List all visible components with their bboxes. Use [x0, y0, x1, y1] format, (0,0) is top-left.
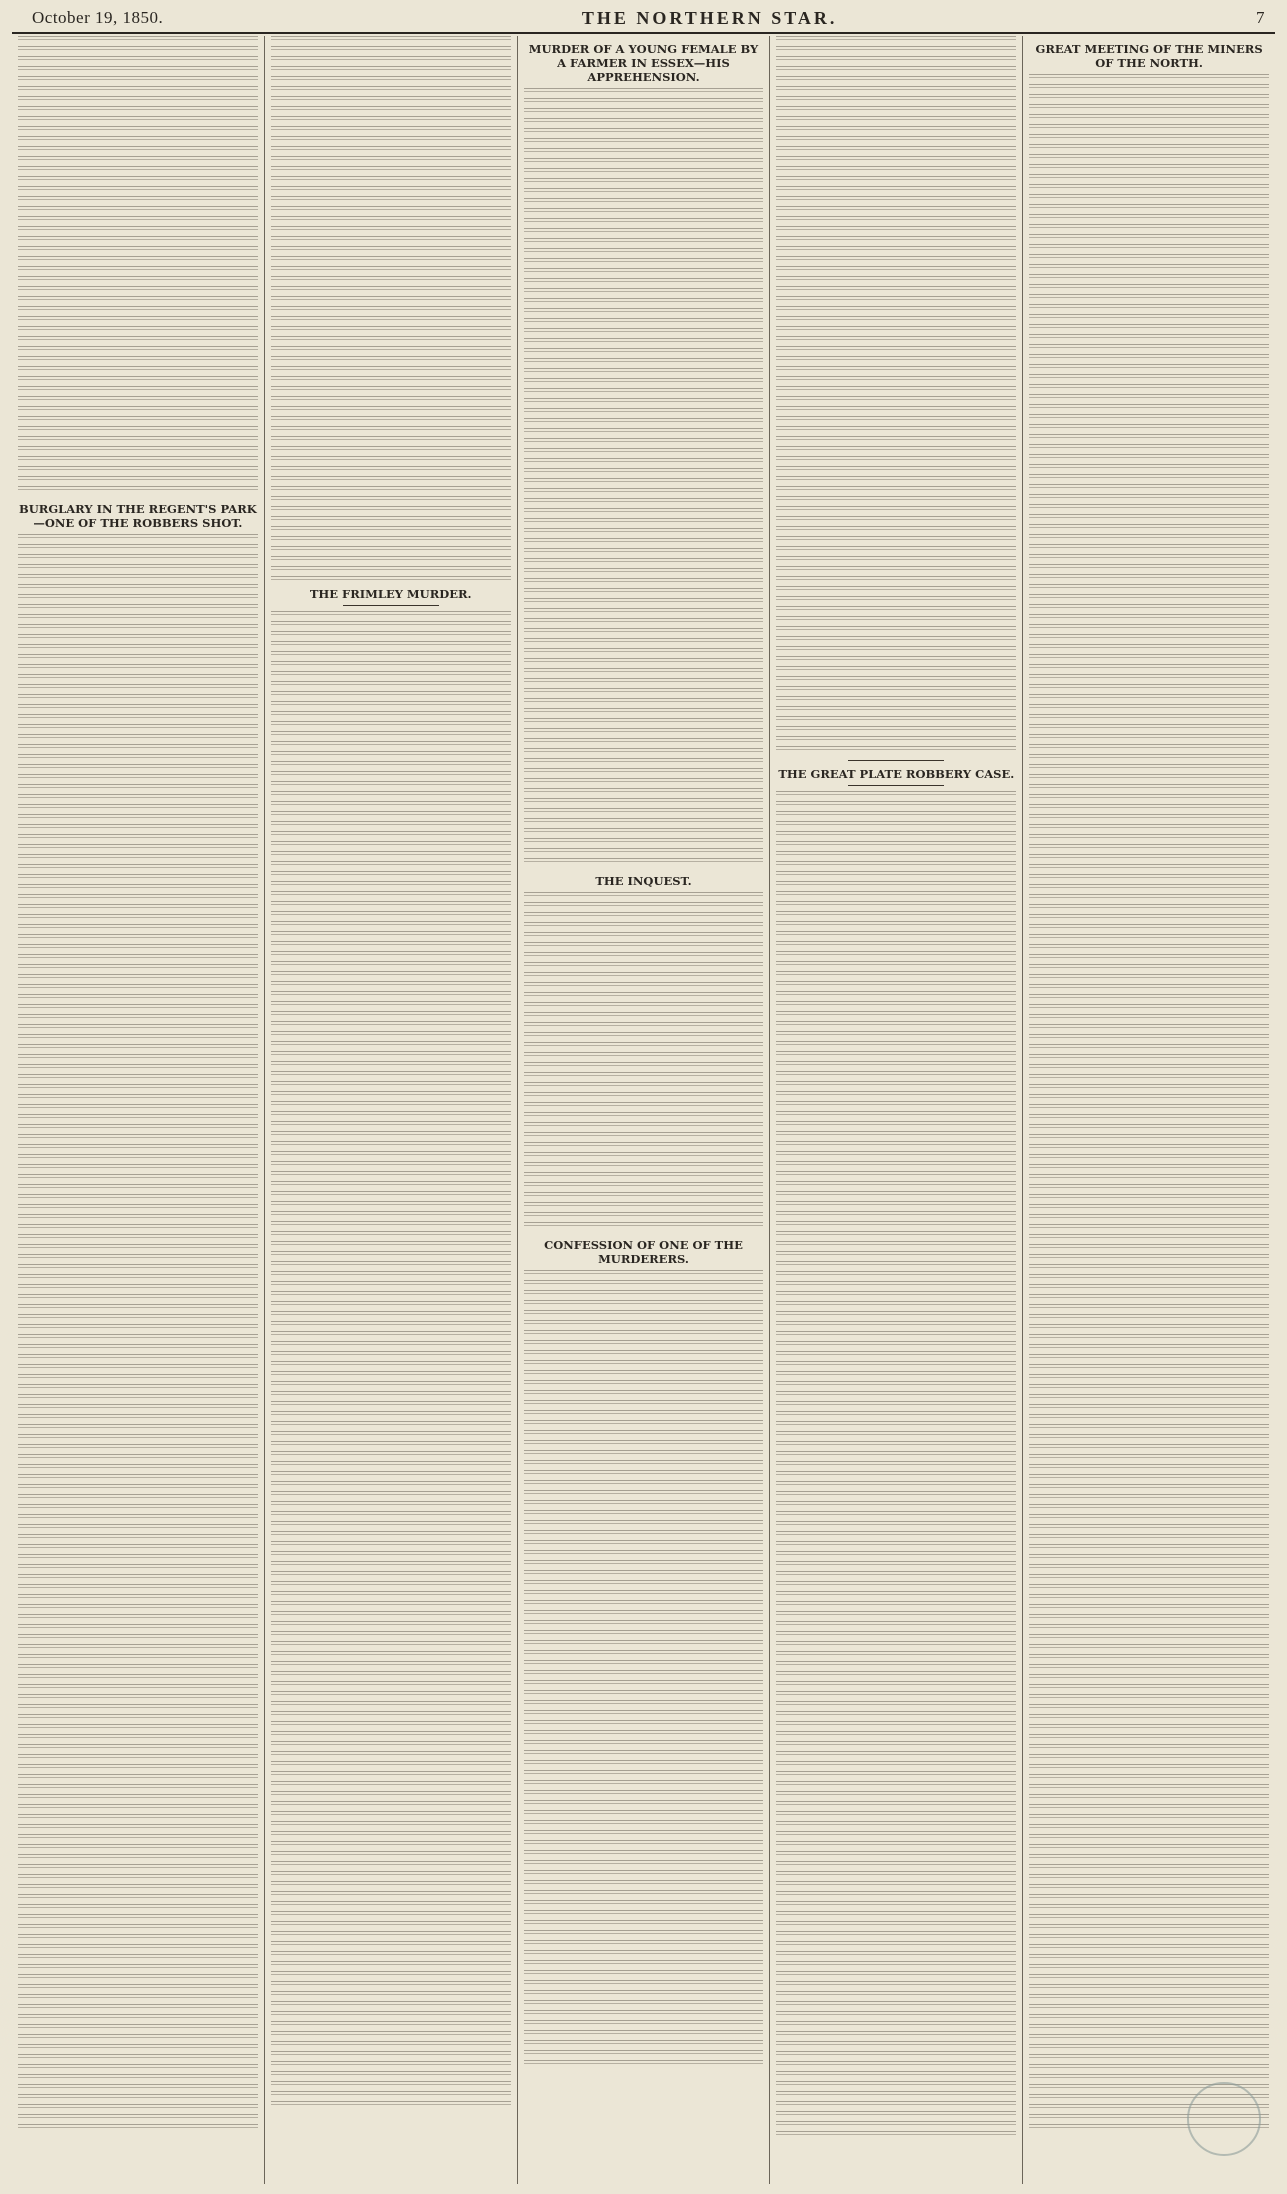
section-heading: BURGLARY IN THE REGENT'S PARK—ONE OF THE ROBBERS SHOT.: [19, 502, 257, 530]
section-heading: THE INQUEST.: [595, 874, 692, 888]
column-1: [12, 36, 264, 2184]
column-4: [769, 36, 1022, 2184]
issue-date: October 19, 1850.: [32, 8, 164, 27]
section-heading: CONFESSION OF ONE OF THE MURDERERS.: [544, 1238, 743, 1266]
article-text: [271, 611, 511, 2111]
article-text: [271, 36, 511, 581]
column-5: [1022, 36, 1275, 2184]
divider: [848, 760, 944, 761]
article-text: [776, 36, 1016, 756]
article-text: [776, 791, 1016, 2141]
article-text: [524, 892, 764, 1232]
section-heading: MURDER OF A YOUNG FEMALE BY A FARMER IN ESSEX—HIS APPREHENSION.: [528, 42, 759, 84]
article-text: [524, 88, 764, 868]
section-heading: GREAT MEETING OF THE MINERS OF THE NORTH.: [1035, 42, 1263, 70]
article-text: [524, 1270, 764, 2070]
article-text: [18, 36, 258, 496]
column-2: [264, 36, 517, 2184]
article-text: [1029, 74, 1269, 2134]
newspaper-title: THE NORTHERN STAR.: [581, 7, 838, 28]
column-3: [517, 36, 770, 2184]
columns: [12, 36, 1275, 2184]
section-heading: THE FRIMLEY MURDER.: [309, 587, 472, 601]
section-heading: THE GREAT PLATE ROBBERY CASE.: [778, 767, 1015, 781]
page-number: 7: [1256, 8, 1265, 27]
article-text: [18, 534, 258, 2134]
library-stamp: [1187, 2082, 1261, 2156]
divider: [343, 605, 439, 606]
masthead: [12, 6, 1275, 34]
divider: [848, 785, 944, 786]
